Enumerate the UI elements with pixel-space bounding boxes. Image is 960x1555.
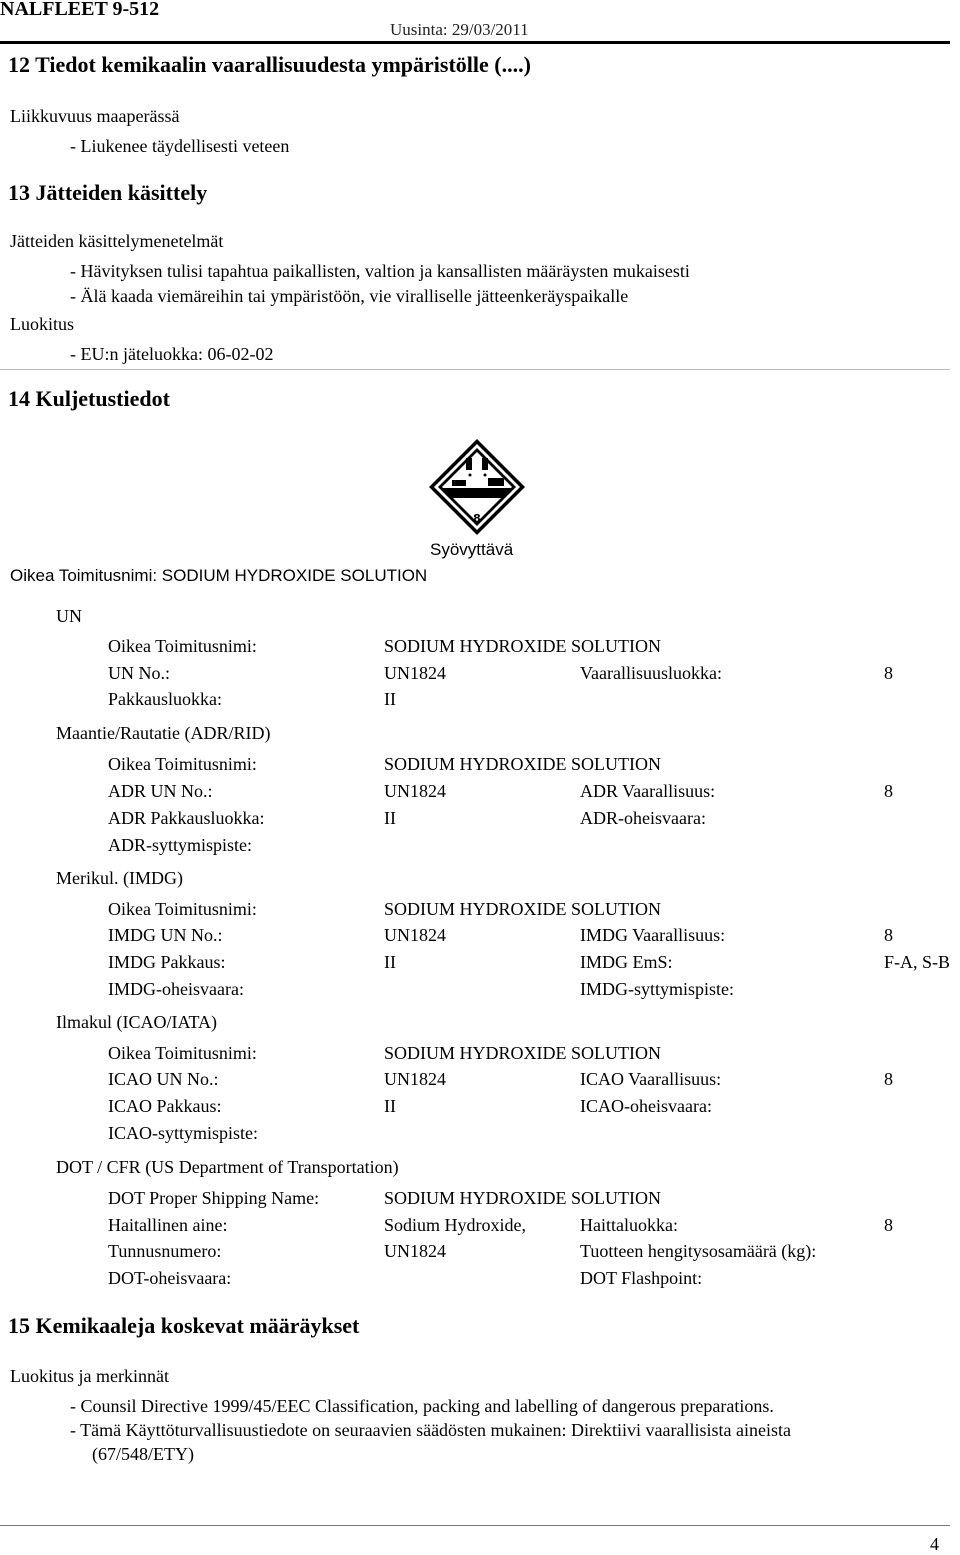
disposal-methods-label: Jätteiden käsittelymenetelmät bbox=[10, 231, 224, 251]
value: II bbox=[384, 689, 396, 709]
revision-date: Uusinta: 29/03/2011 bbox=[390, 20, 529, 39]
section-12-title: 12 Tiedot kemikaalin vaarallisuudesta ympäristölle (....) bbox=[8, 52, 531, 77]
label: DOT-oheisvaara: bbox=[108, 1268, 232, 1288]
section-13-title: 13 Jätteiden käsittely bbox=[8, 180, 208, 205]
page-number: 4 bbox=[930, 1534, 939, 1554]
value: 8 bbox=[884, 781, 893, 801]
adr-title: Maantie/Rautatie (ADR/RID) bbox=[56, 723, 271, 743]
value: UN1824 bbox=[384, 925, 446, 945]
label: ADR-syttymispiste: bbox=[108, 835, 253, 855]
label: ADR Vaarallisuus: bbox=[580, 781, 716, 801]
label: ICAO UN No.: bbox=[108, 1069, 219, 1089]
label: ICAO-oheisvaara: bbox=[580, 1096, 712, 1116]
label: IMDG UN No.: bbox=[108, 925, 223, 945]
value: SODIUM HYDROXIDE SOLUTION bbox=[384, 1043, 661, 1063]
label: Tuotteen hengitysosamäärä (kg): bbox=[580, 1241, 817, 1261]
value: SODIUM HYDROXIDE SOLUTION bbox=[384, 1188, 661, 1208]
regulation-item-2: - Tämä Käyttöturvallisuustiedote on seuraavien säädösten mukainen: Direktiivi vaarallisista aineista bbox=[70, 1420, 791, 1440]
label: ICAO-syttymispiste: bbox=[108, 1123, 259, 1143]
label: Tunnusnumero: bbox=[108, 1241, 222, 1261]
label: IMDG-oheisvaara: bbox=[108, 979, 244, 999]
label: Oikea Toimitusnimi: bbox=[108, 1043, 257, 1063]
disposal-item-1: - Hävityksen tulisi tapahtua paikallisten, valtion ja kansallisten määräysten mukaisesti bbox=[70, 261, 690, 281]
value: II bbox=[384, 1096, 396, 1116]
mobility-item: - Liukenee täydellisesti veteen bbox=[70, 136, 290, 156]
value: Sodium Hydroxide, bbox=[384, 1215, 526, 1235]
section-divider bbox=[0, 369, 950, 370]
label: DOT Flashpoint: bbox=[580, 1268, 703, 1288]
value: SODIUM HYDROXIDE SOLUTION bbox=[384, 899, 661, 919]
label: Oikea Toimitusnimi: bbox=[108, 636, 257, 656]
icao-title: Ilmakul (ICAO/IATA) bbox=[56, 1012, 218, 1032]
label: IMDG-syttymispiste: bbox=[580, 979, 735, 999]
footer-rule bbox=[0, 1525, 950, 1526]
label: ICAO Vaarallisuus: bbox=[580, 1069, 722, 1089]
label: Oikea Toimitusnimi: bbox=[108, 754, 257, 774]
value: 8 bbox=[884, 663, 893, 683]
label: ADR-oheisvaara: bbox=[580, 808, 706, 828]
value: 8 bbox=[884, 925, 893, 945]
value: II bbox=[384, 808, 396, 828]
mobility-label: Liikkuvuus maaperässä bbox=[10, 106, 180, 126]
label: Haitallinen aine: bbox=[108, 1215, 228, 1235]
section-14-title: 14 Kuljetustiedot bbox=[8, 386, 170, 411]
label: Vaarallisuusluokka: bbox=[580, 663, 722, 683]
value: SODIUM HYDROXIDE SOLUTION bbox=[384, 636, 661, 656]
label: ADR UN No.: bbox=[108, 781, 213, 801]
label: ADR Pakkausluokka: bbox=[108, 808, 265, 828]
waste-class-item: - EU:n jäteluokka: 06-02-02 bbox=[70, 344, 274, 364]
label: Oikea Toimitusnimi: bbox=[108, 899, 257, 919]
section-15-title: 15 Kemikaaleja koskevat määräykset bbox=[8, 1313, 360, 1338]
label: IMDG Pakkaus: bbox=[108, 952, 226, 972]
value: II bbox=[384, 952, 396, 972]
label: IMDG Vaarallisuus: bbox=[580, 925, 726, 945]
labelling-label: Luokitus ja merkinnät bbox=[10, 1366, 169, 1386]
regulation-item-1: - Counsil Directive 1999/45/EEC Classification, packing and labelling of dangerous preparations. bbox=[70, 1396, 774, 1416]
value: UN1824 bbox=[384, 663, 446, 683]
value: UN1824 bbox=[384, 1069, 446, 1089]
label: Pakkausluokka: bbox=[108, 689, 222, 709]
disposal-item-2: - Älä kaada viemäreihin tai ympäristöön, vie viralliselle jätteenkeräyspaikalle bbox=[70, 286, 629, 306]
pictogram-label: Syövyttävä bbox=[430, 540, 514, 559]
label: UN No.: bbox=[108, 663, 170, 683]
label: Haittaluokka: bbox=[580, 1215, 678, 1235]
value: UN1824 bbox=[384, 781, 446, 801]
dot-title: DOT / CFR (US Department of Transportation) bbox=[56, 1157, 399, 1177]
value: UN1824 bbox=[384, 1241, 446, 1261]
classification-label: Luokitus bbox=[10, 314, 75, 334]
label: DOT Proper Shipping Name: bbox=[108, 1188, 320, 1208]
label: IMDG EmS: bbox=[580, 952, 673, 972]
value: F-A, S-B bbox=[884, 952, 951, 972]
value: 8 bbox=[884, 1215, 893, 1235]
corrosive-icon bbox=[428, 438, 526, 536]
document-id: NALFLEET 9-512 bbox=[0, 0, 160, 20]
pictogram-class-number: 8 bbox=[473, 512, 481, 525]
regulation-item-2-cont: (67/548/ETY) bbox=[92, 1444, 194, 1464]
shipping-name-line: Oikea Toimitusnimi: SODIUM HYDROXIDE SOLUTION bbox=[10, 566, 428, 585]
imdg-title: Merikul. (IMDG) bbox=[56, 868, 183, 888]
label: ICAO Pakkaus: bbox=[108, 1096, 222, 1116]
value: SODIUM HYDROXIDE SOLUTION bbox=[384, 754, 661, 774]
header-rule bbox=[0, 41, 950, 44]
value: 8 bbox=[884, 1069, 893, 1089]
un-title: UN bbox=[56, 606, 82, 626]
